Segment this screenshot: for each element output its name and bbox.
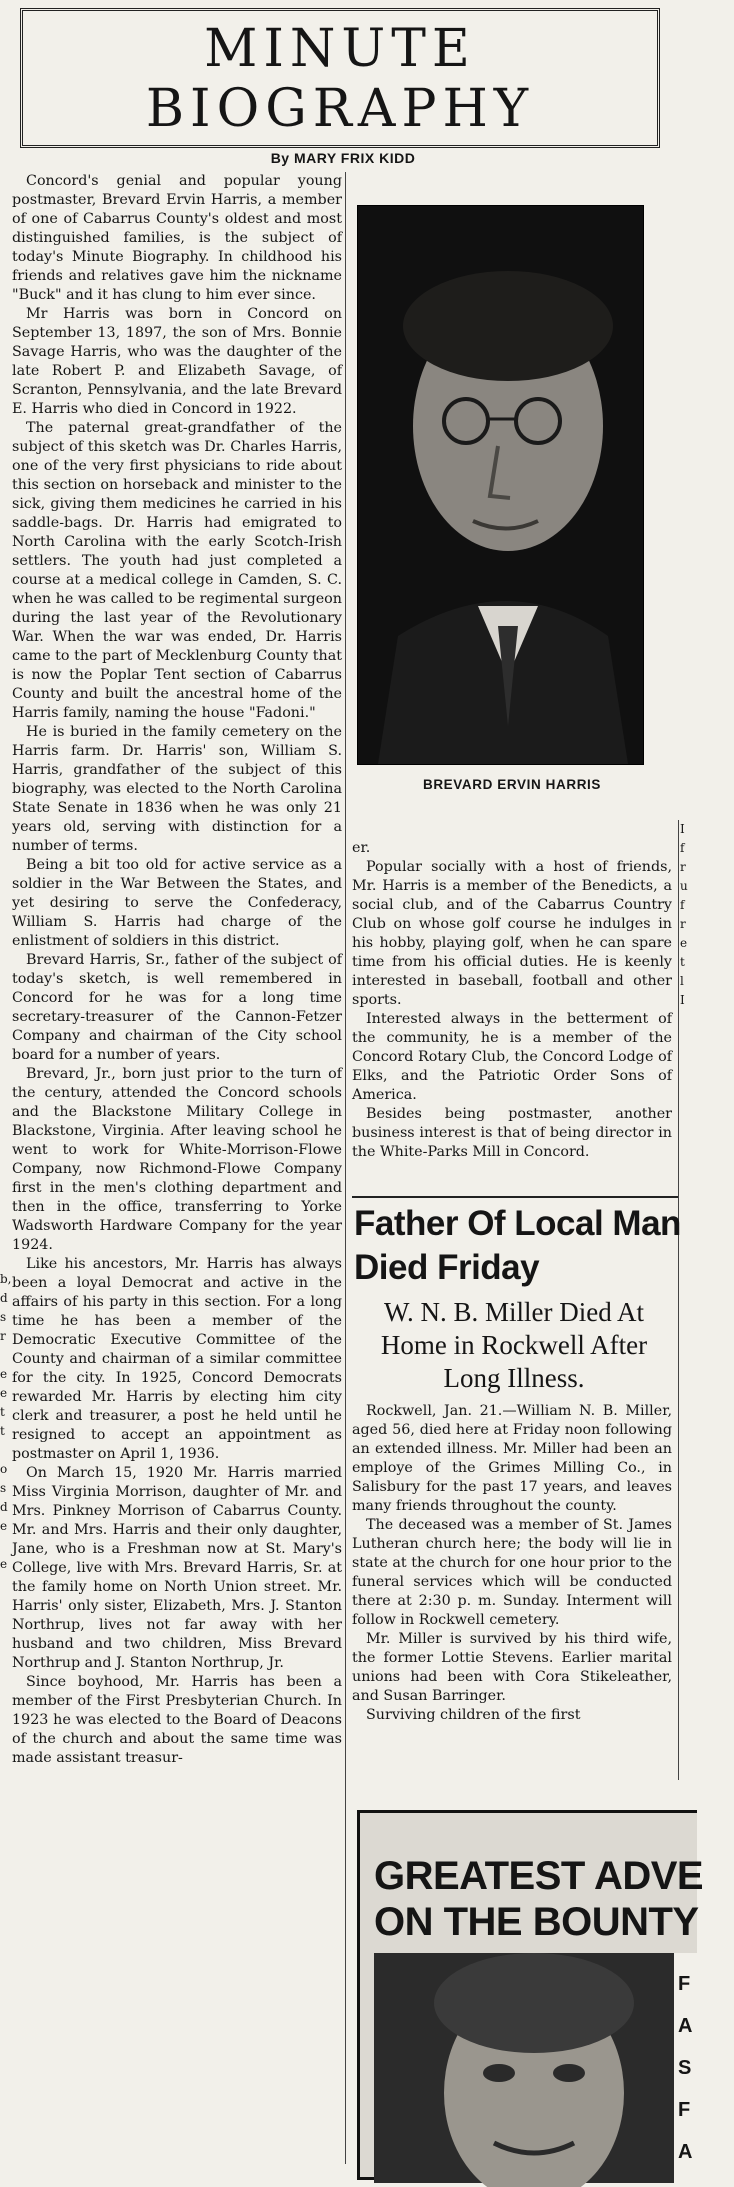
fragment: d: [0, 1500, 8, 1514]
fragment: b,: [0, 1272, 12, 1286]
ad-letter: F: [678, 2099, 691, 2121]
ad-headline-line1: GREATEST ADVE: [374, 1854, 704, 1898]
portrait-photo: [357, 205, 644, 765]
byline: By MARY FRIX KIDD: [270, 150, 416, 166]
paragraph: Mr Harris was born in Concord on September 13, 1897, the son of Mrs. Bonnie Savage Harris, who was the daughter of the late Robert P. and Elizabeth Savage, of Scranton, Pennsylvania, and the late Brevard E. Harris who died in Concord in 1922.: [12, 306, 342, 417]
paragraph: Besides being postmaster, another business interest is that of being director in the White-Parks Mill in Concord.: [352, 1106, 672, 1160]
fragment: s: [0, 1481, 7, 1495]
fragment: [0, 1536, 10, 1555]
paragraph: On March 15, 1920 Mr. Harris married Miss Virginia Morrison, daughter of Mr. and Mrs. Pinkney Morrison of Cabarrus County. Mr. and Mrs. Harris and their only daughter, Jane, who is a Freshman now at St. Mary's College, live with Mrs. Brevard Harris, Sr. at the family home on North Union street. Mr. Harris' only sister, Elizabeth, Mrs. J. Stanton Northrup, lives not far away with her husband and two children, Miss Brevard Northrup and J. Stanton Northrup, Jr.: [12, 1465, 342, 1671]
fragment: I: [680, 822, 685, 836]
article2-body: [352, 1402, 672, 1725]
article-separator: [352, 1196, 678, 1198]
paragraph: Brevard, Jr., born just prior to the turn of the century, attended the Concord schools and the Blackstone Military College in Blackstone, Virginia. After leaving school he went to work for White-Morrison-Flowe Company, now Richmond-Flowe Company first in the men's clothing department and then in the office, transferring to Yorke Wadsworth Hardware Company for the year 1924.: [12, 1066, 342, 1253]
portrait-image: [358, 206, 643, 764]
advertisement: [357, 1810, 704, 2180]
fragment: s: [0, 1310, 7, 1324]
paragraph: He is buried in the family cemetery on the Harris farm. Dr. Harris' son, William S. Harris, grandfather of the subject of this biography, was elected to the North Carolina State Senate in 1836 when he was only 21 years old, serving with distinction for a number of terms.: [12, 724, 342, 854]
fragment: f: [680, 841, 685, 855]
article-right-column: [352, 839, 672, 1162]
paragraph: Interested always in the betterment of the community, he is a member of the Concord Rotary Club, the Concord Lodge of Elks, and the Patriotic Order Sons of America.: [352, 1011, 672, 1103]
fragment: r: [680, 860, 686, 874]
fragment: e: [0, 1386, 8, 1400]
fragment: d: [0, 1291, 8, 1305]
fragment: I: [680, 993, 685, 1007]
paragraph: Rockwell, Jan. 21.—William N. B. Miller, aged 56, died here at Friday noon following an extended illness. Mr. Miller had been an employe of the Grimes Milling Co., in Salisbury for the past 17 years, and leaves many friends throughout the county.: [352, 1403, 672, 1514]
paragraph: Brevard Harris, Sr., father of the subject of today's sketch, is well remembered in Concord for he was for a long time secretary-treasurer of the Cannon-Fetzer Company and chairman of the City school board for a number of years.: [12, 952, 342, 1063]
ad-side-letters: [678, 1963, 698, 2173]
paragraph: Mr. Miller is survived by his third wife, the former Lottie Stevens. Earlier marital unions had been with Cora Stikeleather, and Susan Barringer.: [352, 1631, 672, 1704]
photo-caption: BREVARD ERVIN HARRIS: [422, 777, 602, 792]
column-rule: [345, 172, 346, 2164]
fragment: u: [680, 879, 688, 893]
paragraph: er.: [352, 840, 371, 856]
cropped-right-column: [680, 820, 686, 1010]
fragment: l: [680, 974, 684, 988]
fragment: e: [0, 1367, 8, 1381]
ad-letter: F: [678, 1973, 691, 1995]
masthead-title-line1: MINUTE: [204, 19, 476, 79]
fragment: e: [0, 1557, 8, 1571]
paragraph: Concord's genial and popular young postmaster, Brevard Ervin Harris, a member of one of Cabarrus County's oldest and most distinguished families, is the subject of today's Minute Biography. In childhood his friends and relatives gave him the nickname "Buck" and it has clung to him ever since.: [12, 173, 342, 303]
ad-headline: [374, 1853, 734, 1945]
ad-headline-line2: ON THE BOUNTY: [374, 1900, 699, 1944]
ad-letter: A: [678, 2141, 693, 2163]
paragraph: The deceased was a member of St. James Lutheran church here; the body will lie in state at the church for one hour prior to the funeral services which will be conducted there at 2:30 p. m. Sunday. Interment will follow in Rockwell cemetery.: [352, 1517, 672, 1628]
fragment: e: [680, 936, 688, 950]
paragraph: Since boyhood, Mr. Harris has been a member of the First Presbyterian Church. In 1923 he was elected to the Board of Deacons of the church and about the same time was made assistant treasur-: [12, 1674, 342, 1766]
cropped-left-column: [0, 1270, 10, 1574]
paragraph: Like his ancestors, Mr. Harris has always been a loyal Democrat and active in the affairs of his party in this section. For a long time he has been a member of the Democratic Executive Committee of the County and chairman of a similar committee for the city. In 1925, Concord Democrats rewarded Mr. Harris by electing him city clerk and treasurer, a post he held until he resigned to accept an appointment as postmaster on April 1, 1936.: [12, 1256, 342, 1462]
article2-headline: Father Of Local Man Died Friday: [354, 1204, 681, 1287]
fragment: r: [0, 1329, 6, 1343]
fragment: r: [680, 917, 686, 931]
fragment: t: [680, 955, 685, 969]
paragraph: Being a bit too old for active service as a soldier in the War Between the States, and yet desiring to serve the Confederacy, William S. Harris had charge of the enlistment of soldiers in this district.: [12, 857, 342, 949]
ad-letter: S: [678, 2057, 692, 2079]
paragraph: Popular socially with a host of friends, Mr. Harris is a member of the Benedicts, a social club, and of the Cabarrus Country Club on whose golf course he indulges in his hobby, playing golf, when he can spare time from his official duties. He is keenly interested in baseball, football and other sports.: [352, 859, 672, 1008]
ad-photo: [374, 1953, 674, 2183]
fragment: o: [0, 1462, 8, 1476]
fragment: f: [680, 898, 685, 912]
fragment: t: [0, 1424, 5, 1438]
fragment: e: [0, 1519, 8, 1533]
masthead-box: [20, 8, 660, 148]
fragment: t: [0, 1405, 5, 1419]
paragraph: Surviving children of the first: [366, 1707, 581, 1723]
masthead-title-line2: BIOGRAPHY: [145, 79, 535, 139]
ad-letter: A: [678, 2015, 693, 2037]
ad-photo-image: [374, 1953, 674, 2183]
article2-subhead: W. N. B. Miller Died At Home in Rockwell After Long Illness.: [380, 1297, 648, 1393]
article-left-column: [12, 172, 342, 1768]
fragment: [0, 1346, 10, 1365]
column-rule-right: [678, 820, 679, 1780]
fragment: [0, 1441, 10, 1460]
paragraph: The paternal great-grandfather of the subject of this sketch was Dr. Charles Harris, one of the very first physicians to ride about this section on horseback and minister to the sick, giving them medicines he carried in his saddle-bags. Dr. Harris had emigrated to North Carolina with the early Scotch-Irish settlers. The youth had just completed a course at a medical college in Camden, S. C. when he was called to be regimental surgeon during the last year of the Revolutionary War. When the war was ended, Dr. Harris came to the part of Mecklenburg County that is now the Poplar Tent section of Cabarrus County and built the ancestral home of the Harris family, naming the house "Fadoni.": [12, 420, 342, 721]
